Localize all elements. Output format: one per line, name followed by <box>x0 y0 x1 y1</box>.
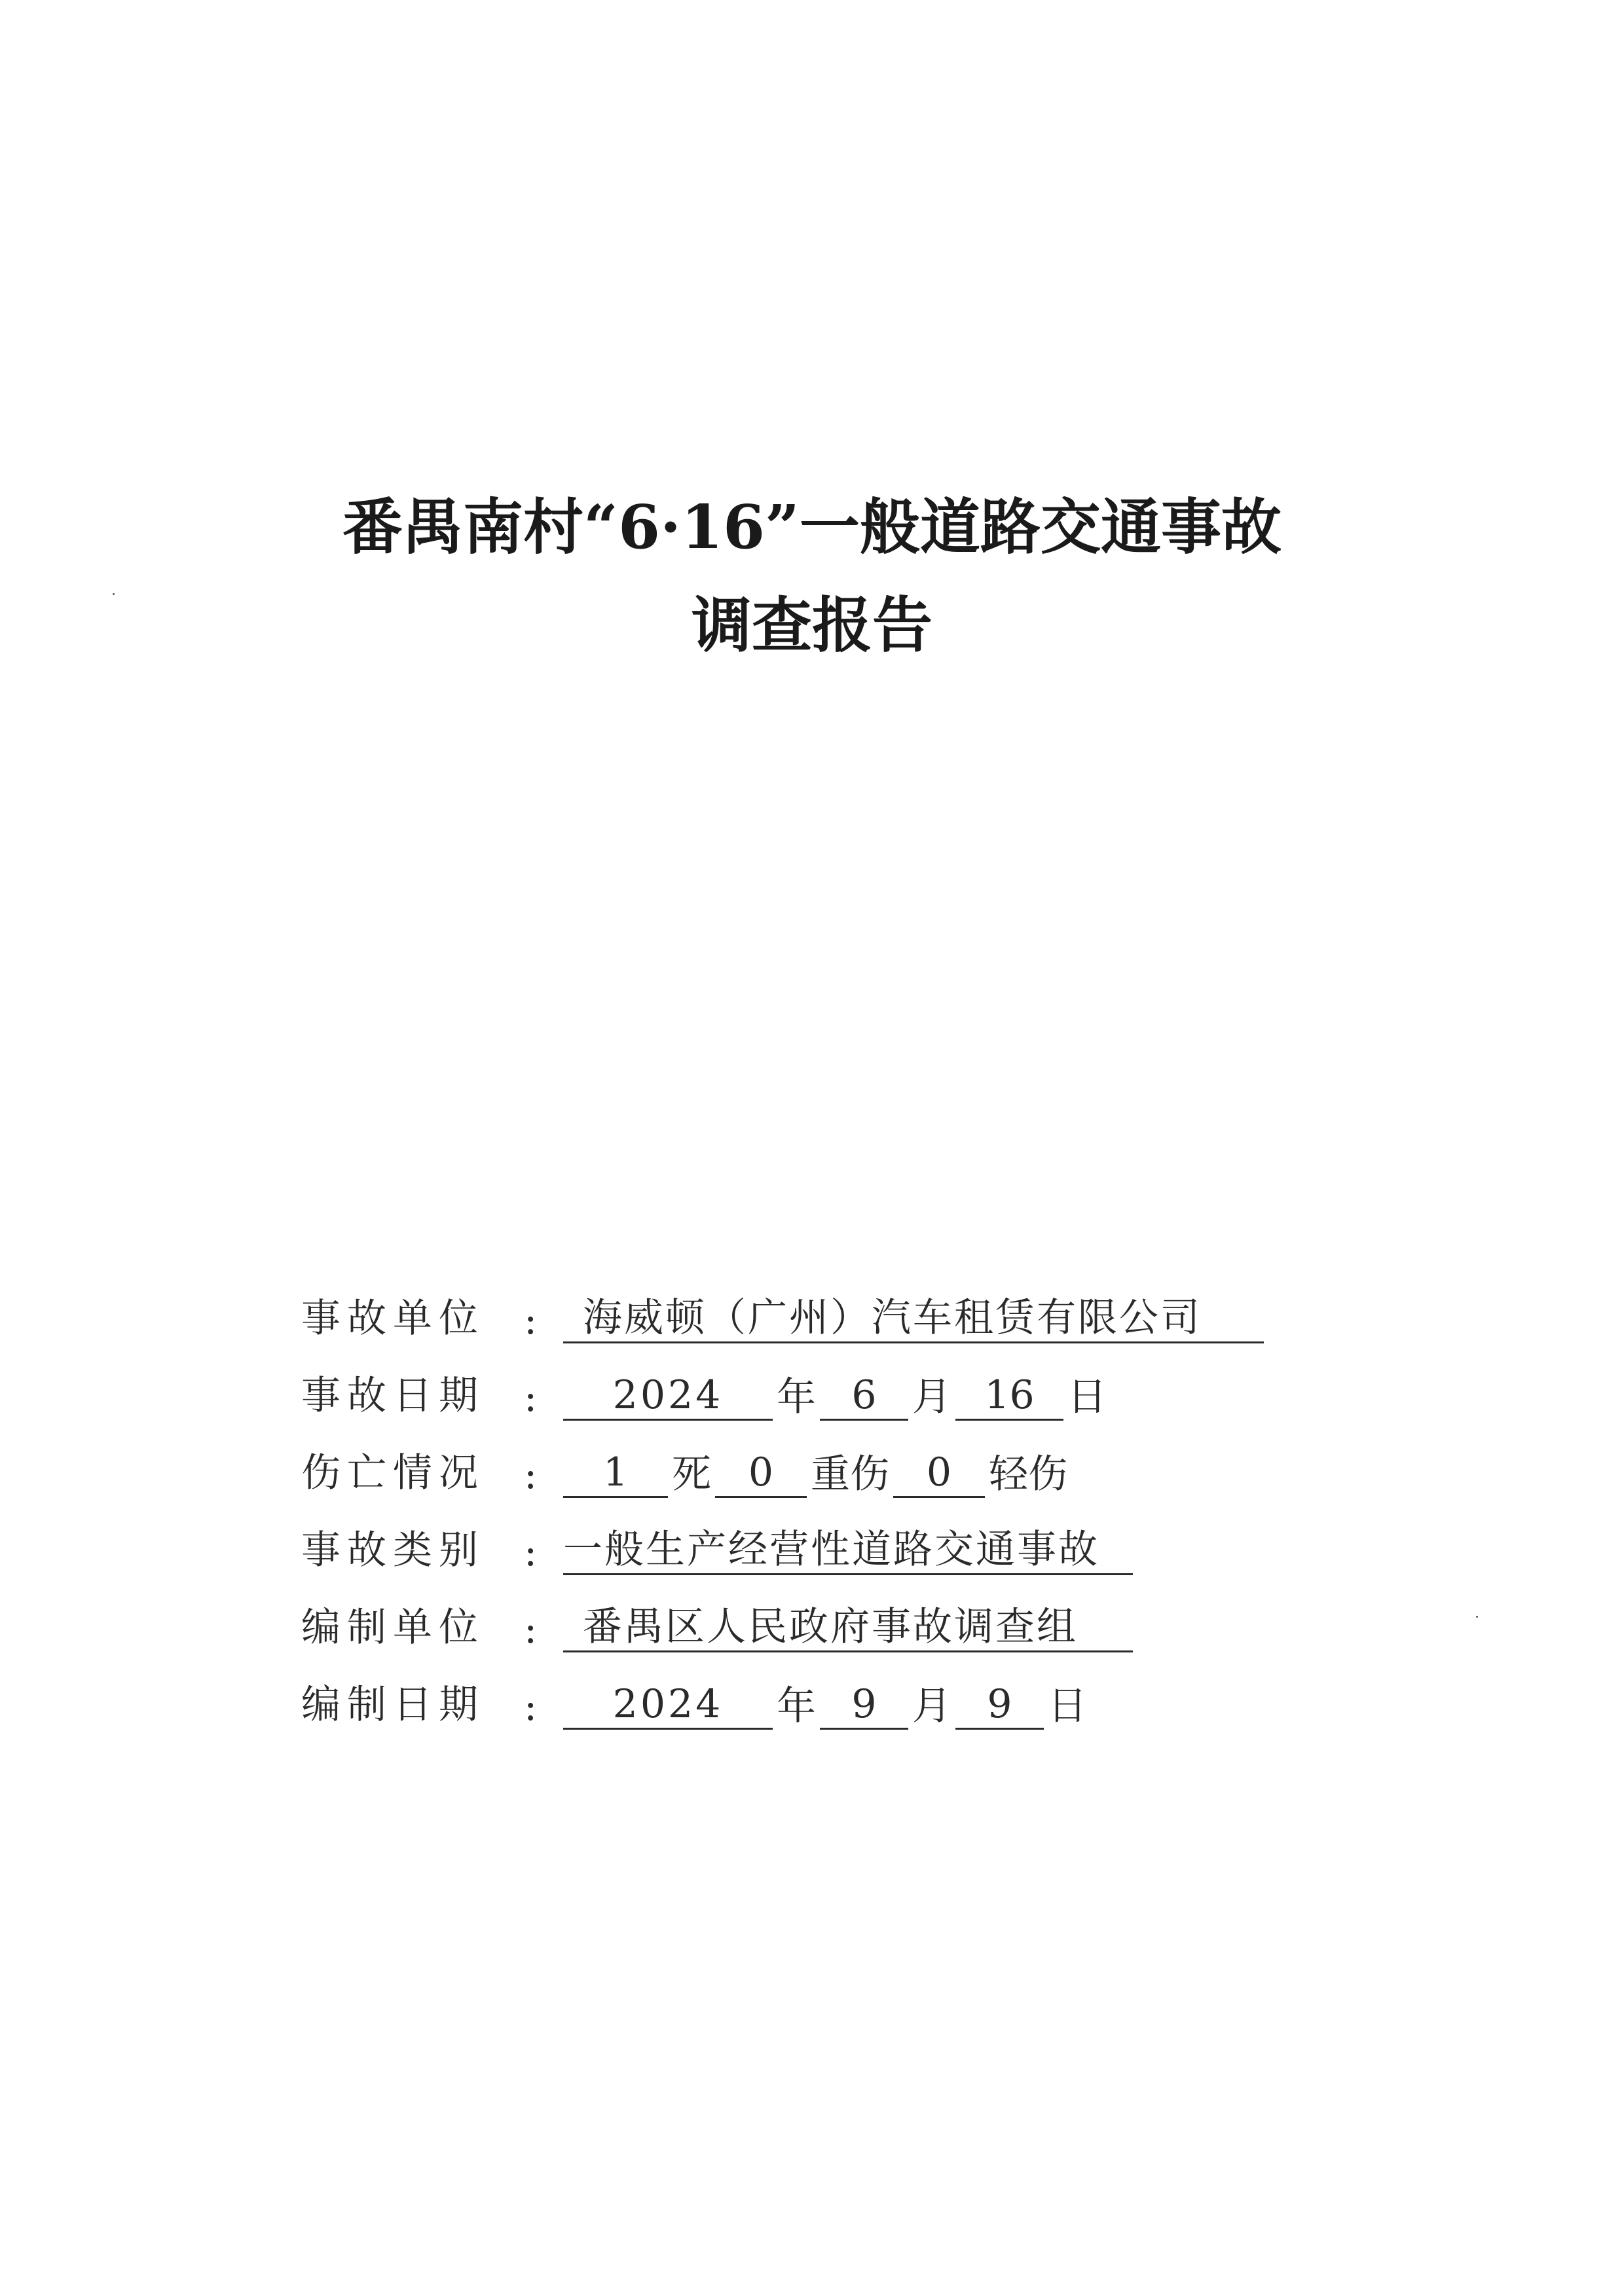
minor-injuries-value: 0 <box>893 1449 985 1498</box>
accident-unit-value: 海威顿（广州）汽车租赁有限公司 <box>563 1294 1264 1343</box>
field-colon: : <box>524 1684 538 1730</box>
deaths-unit: 死 <box>672 1451 711 1497</box>
day-unit: 日 <box>1048 1683 1087 1729</box>
year-unit: 年 <box>777 1374 816 1420</box>
accident-month-value: 6 <box>820 1372 908 1421</box>
field-colon: : <box>524 1452 538 1498</box>
field-accident-category <box>301 1502 1264 1579</box>
scan-speck <box>113 593 115 595</box>
field-accident-date <box>301 1347 1264 1425</box>
field-label: 事故日期 <box>301 1373 485 1419</box>
serious-injuries-unit: 重伤 <box>811 1451 889 1497</box>
compiler-unit-value: 番禺区人民政府事故调查组 <box>563 1603 1133 1652</box>
field-label: 编制单位 <box>301 1605 485 1650</box>
accident-day-value: 16 <box>955 1372 1063 1421</box>
field-colon: : <box>524 1529 538 1575</box>
field-colon: : <box>524 1375 538 1421</box>
field-accident-unit <box>301 1270 1264 1347</box>
compile-month-value: 9 <box>820 1681 908 1730</box>
accident-category-value: 一般生产经营性道路交通事故 <box>563 1526 1133 1575</box>
accident-year-value: 2024 <box>563 1372 773 1421</box>
compile-day-value: 9 <box>955 1681 1044 1730</box>
report-title-line-1: 番禺南村“6·16”一般道路交通事故 <box>342 492 1282 562</box>
minor-injuries-unit: 轻伤 <box>989 1451 1067 1497</box>
report-title <box>0 478 1624 674</box>
field-label: 伤亡情况 <box>301 1450 485 1496</box>
field-compile-date <box>301 1656 1264 1734</box>
scan-speck <box>1476 1616 1478 1618</box>
field-compiler-unit <box>301 1579 1264 1656</box>
report-title-line-2: 调查报告 <box>691 590 932 661</box>
year-unit: 年 <box>777 1683 816 1729</box>
deaths-value: 1 <box>563 1449 668 1498</box>
field-label: 事故单位 <box>301 1296 485 1341</box>
day-unit: 日 <box>1067 1374 1107 1420</box>
compile-year-value: 2024 <box>563 1681 773 1730</box>
field-casualties <box>301 1425 1264 1502</box>
report-info-fields <box>301 1270 1264 1734</box>
field-label: 事故类别 <box>301 1527 485 1573</box>
field-colon: : <box>524 1298 538 1343</box>
serious-injuries-value: 0 <box>715 1449 807 1498</box>
month-unit: 月 <box>912 1683 951 1729</box>
field-colon: : <box>524 1607 538 1652</box>
field-label: 编制日期 <box>301 1682 485 1728</box>
month-unit: 月 <box>912 1374 951 1420</box>
